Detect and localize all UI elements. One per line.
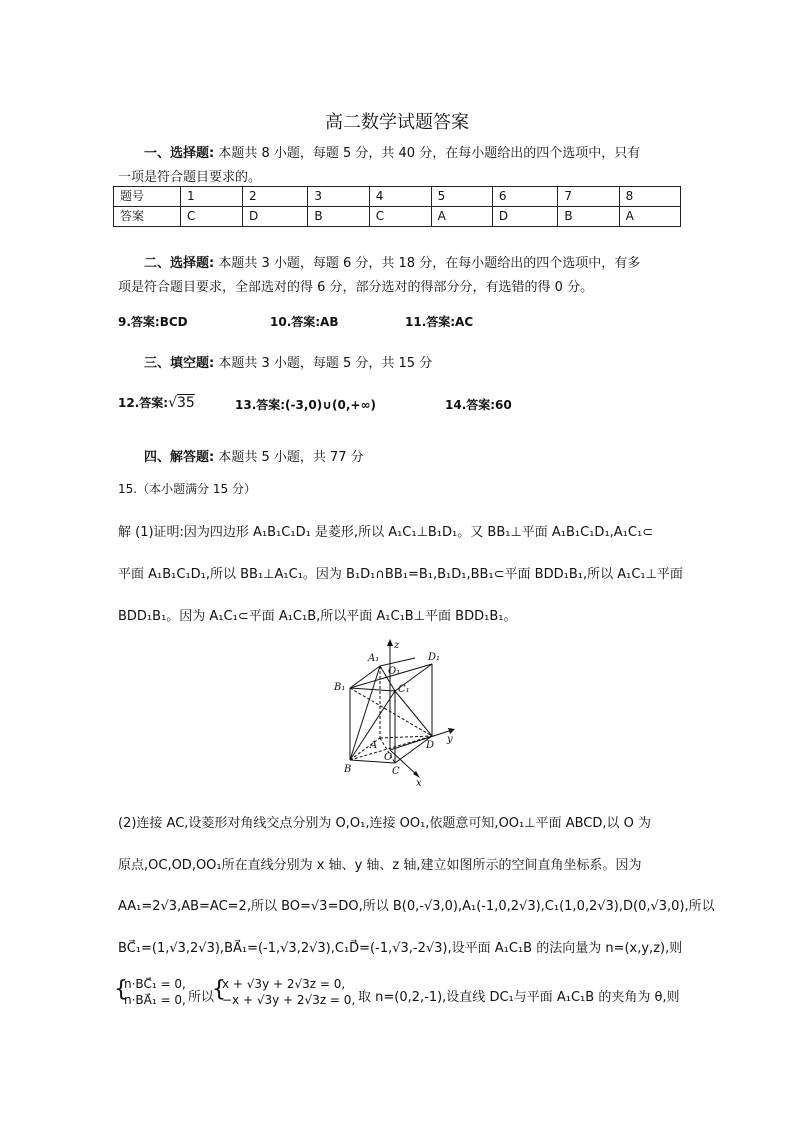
table-cell-q: 4 — [369, 187, 431, 207]
line-B1-D — [350, 688, 432, 736]
section1-desc-1: 本题共 8 小题，每题 5 分，共 40 分，在每小题给出的四个选项中，只有 — [214, 146, 641, 161]
table-cell-a: A — [431, 207, 492, 227]
page-title: 高二数学试题答案 — [325, 112, 469, 133]
section4-desc: 本题共 5 小题，共 77 分 — [214, 450, 364, 465]
section1-header: 一、选择题: — [144, 146, 215, 161]
edge-A1-D1 — [380, 658, 415, 666]
table-cell-a: D — [492, 207, 557, 227]
equation-system-1 — [124, 976, 186, 1008]
table-cell-a: D — [242, 207, 307, 227]
solution-tail: 取 n=(0,2,-1),设直线 DC₁与平面 A₁C₁B 的夹角为 θ,则 — [358, 990, 680, 1005]
brace-icon: { — [114, 977, 128, 1002]
section3-desc: 本题共 3 小题，每题 5 分，共 15 分 — [214, 356, 433, 371]
table-cell-a: C — [181, 207, 243, 227]
solution-line: BDD₁B₁。因为 A₁C₁⊂平面 A₁C₁B,所以平面 A₁C₁B⊥平面 BDD₁B₁。 — [118, 609, 517, 624]
section4-header: 四、解答题: — [144, 450, 215, 465]
so-text: 所以 — [188, 990, 215, 1005]
table-header-answer: 答案 — [114, 207, 181, 227]
label-B1: B₁ — [334, 682, 346, 693]
section3-intro — [144, 352, 432, 371]
label-z: z — [394, 640, 400, 651]
solution-line: 原点,OC,OD,OO₁所在直线分别为 x 轴、y 轴、z 轴,建立如图所示的空间直角坐标系。因为 — [118, 858, 642, 873]
section2-header: 二、选择题: — [144, 256, 215, 271]
answer-9: 9.答案:BCD — [118, 315, 188, 329]
solution-line: 平面 A₁B₁C₁D₁,所以 BB₁⊥A₁C₁。因为 B₁D₁∩BB₁=B₁,B₁D₁,BB₁⊂平面 BDD₁B₁,所以 A₁C₁⊥平面 — [118, 567, 683, 582]
section2-desc-1: 本题共 3 小题，每题 6 分，共 18 分，在每小题给出的四个选项中，有多 — [214, 256, 641, 271]
table-cell-q: 3 — [308, 187, 369, 207]
table-cell-q: 6 — [492, 187, 557, 207]
table-header-question: 题号 — [114, 187, 181, 207]
label-D: D — [426, 740, 435, 751]
section4-intro — [144, 446, 364, 465]
table-cell-q: 1 — [181, 187, 243, 207]
y-axis — [390, 730, 452, 750]
section1-desc-2: 一项是符合题目要求的。 — [118, 170, 262, 185]
solution-line: 解 (1)证明:因为四边形 A₁B₁C₁D₁ 是菱形,所以 A₁C₁⊥B₁D₁。又 BB₁⊥平面 A₁B₁C₁D₁,A₁C₁⊂ — [118, 525, 654, 540]
answer-10: 10.答案:AB — [270, 315, 339, 329]
section2-intro — [118, 252, 683, 300]
solution-line: BC⃗₁=(1,√3,2√3),BA⃗₁=(-1,√3,2√3),C₁D⃗=(-1,√3,-2√3),设平面 A₁C₁B 的法向量为 n=(x,y,z),则 — [118, 941, 683, 956]
table-cell-a: B — [308, 207, 369, 227]
label-A1: A₁ — [368, 653, 380, 664]
table-row-answers — [114, 207, 681, 227]
label-y: y — [447, 734, 453, 745]
edge-A-D — [380, 736, 432, 738]
label-O: O — [384, 752, 393, 763]
table-cell-a: B — [558, 207, 619, 227]
table-cell-q: 2 — [242, 187, 307, 207]
answer-table — [113, 186, 681, 227]
table-cell-q: 5 — [431, 187, 492, 207]
answer-11: 11.答案:AC — [405, 315, 474, 329]
equation-2a: x + √3y + 2√3z = 0, — [222, 977, 346, 991]
label-C1: C₁ — [398, 684, 410, 695]
solution-line: (2)连接 AC,设菱形对角线交点分别为 O,O₁,连接 OO₁,依题意可知,OO₁⊥平面 ABCD,以 O 为 — [118, 816, 652, 831]
label-D1: D₁ — [428, 652, 441, 663]
answer-12-label: 12.答案: — [118, 396, 169, 410]
table-cell-q: 7 — [558, 187, 619, 207]
table-row-questions — [114, 187, 681, 207]
label-A: A — [370, 740, 378, 751]
equation-1a: n·BC⃗₁ = 0, — [124, 977, 186, 991]
answer-14: 14.答案:60 — [445, 398, 512, 412]
label-x: x — [416, 778, 422, 788]
section3-header: 三、填空题: — [144, 356, 215, 371]
table-cell-a: A — [619, 207, 680, 227]
equation-1b: n·BA⃗₁ = 0, — [124, 993, 186, 1007]
solution-line: AA₁=2√3,AB=AC=2,所以 BO=√3=DO,所以 B(0,-√3,0),A₁(-1,0,2√3),C₁(1,0,2√3),D(0,√3,0),所以 — [118, 899, 715, 914]
table-cell-a: C — [369, 207, 431, 227]
equation-2b: −x + √3y + 2√3z = 0, — [222, 993, 356, 1007]
z-arrow-icon — [387, 639, 393, 646]
answer-12-value: 35 — [176, 395, 195, 411]
label-C: C — [392, 766, 400, 777]
brace-icon: { — [212, 977, 226, 1002]
label-O1: O₁ — [388, 666, 401, 677]
answer-12 — [118, 394, 195, 411]
section1-intro — [118, 142, 683, 190]
equation-system-2 — [222, 976, 355, 1008]
answer-13: 13.答案:(-3,0)∪(0,+∞) — [235, 398, 376, 412]
edge-B1-A1 — [350, 666, 380, 688]
section2-desc-2: 项是符合题目要求，全部选对的得 6 分，部分选对的得部分分，有选错的得 0 分。 — [118, 280, 594, 295]
table-cell-q: 8 — [619, 187, 680, 207]
question-15-header: 15.（本小题满分 15 分） — [118, 482, 256, 496]
line-C1-D — [395, 691, 432, 736]
label-B: B — [344, 764, 352, 775]
prism-figure — [330, 636, 460, 788]
sqrt-sign-icon: √ — [168, 395, 177, 411]
